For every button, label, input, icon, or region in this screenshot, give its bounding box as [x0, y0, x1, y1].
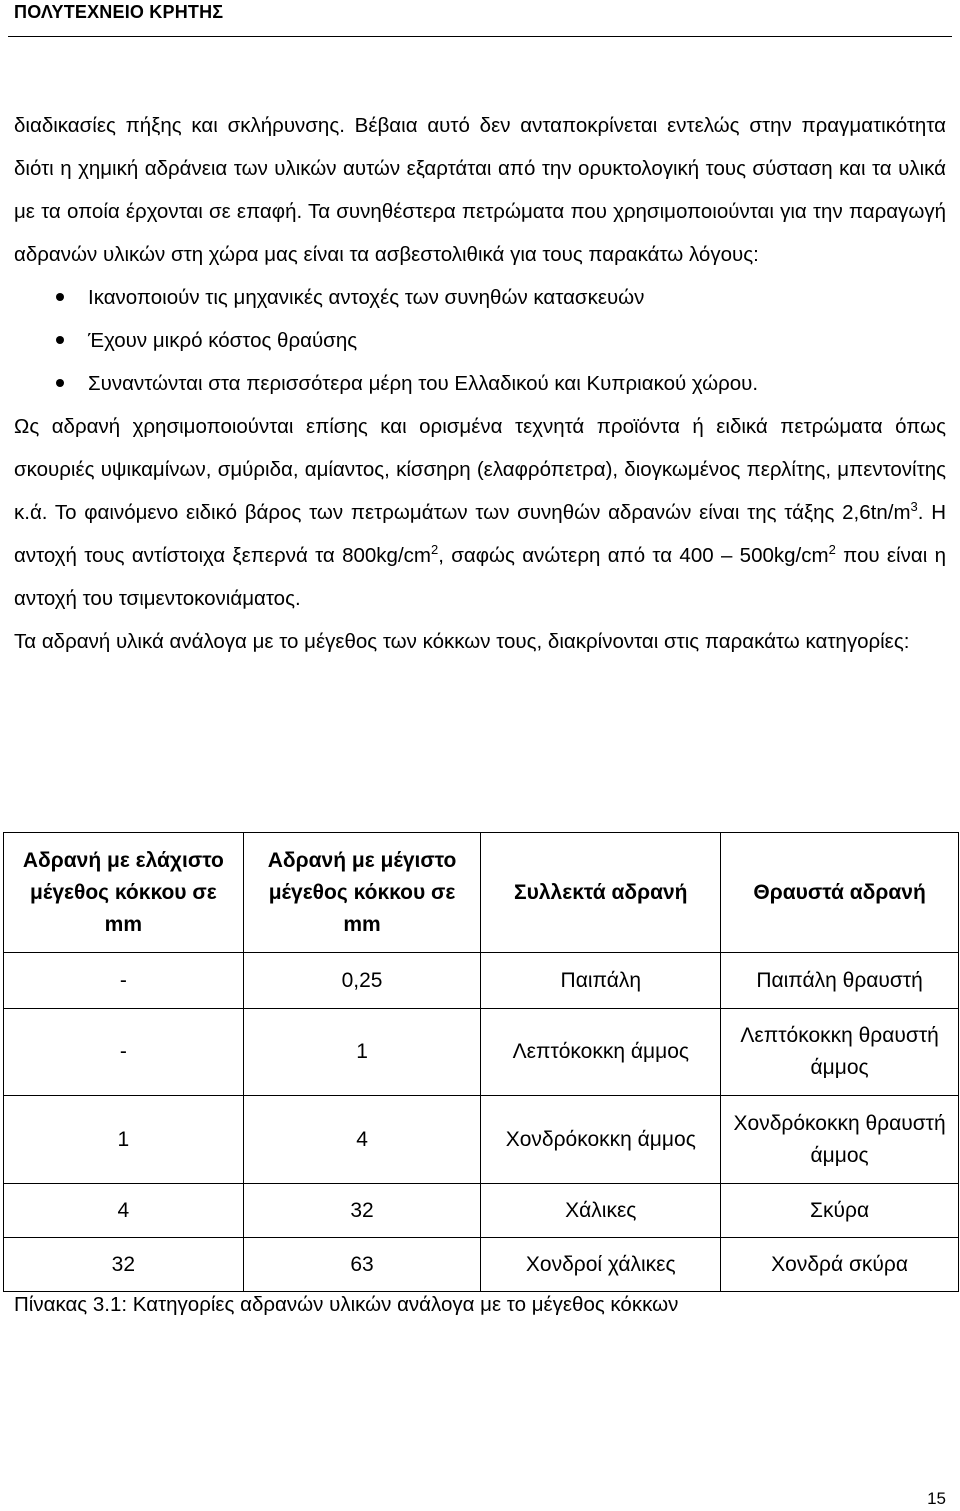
- table-cell: 4: [4, 1184, 244, 1238]
- list-item: [14, 276, 946, 319]
- header-title: ΠΟΛΥΤΕΧΝΕΙΟ ΚΡΗΤΗΣ: [14, 2, 224, 22]
- table-header-row: [4, 833, 959, 953]
- table-cell: 1: [4, 1096, 244, 1184]
- paragraph-2: [14, 405, 946, 620]
- table-cell: Χονδροί χάλικες: [481, 1238, 721, 1292]
- aggregates-table: [3, 832, 959, 1292]
- table-cell: -: [4, 953, 244, 1009]
- table-header-cell: Θραυστά αδρανή: [721, 833, 959, 953]
- superscript: 2: [828, 542, 836, 558]
- table-cell: 32: [243, 1184, 481, 1238]
- list-item-text: Συναντώνται στα περισσότερα μέρη του Ελλαδικού και Κυπριακού χώρου.: [88, 372, 759, 395]
- superscript: 3: [910, 499, 918, 515]
- table-row: [4, 953, 959, 1009]
- table-cell: Λεπτόκοκκη θραυστή άμμος: [721, 1009, 959, 1096]
- table-cell: Χονδρόκοκκη άμμος: [481, 1096, 721, 1184]
- table-caption: Πίνακας 3.1: Κατηγορίες αδρανών υλικών ανάλογα με το μέγεθος κόκκων: [14, 1293, 679, 1316]
- bullet-icon: [56, 379, 64, 387]
- paragraph-2-text: Ως αδρανή χρησιμοποιούνται επίσης και ορισμένα τεχνητά προϊόντα ή ειδικά πετρώματα όπως σκουριές υψικαμίνων, σμύριδα, αμίαντος, κίσσηρη (ελαφρόπετρα), διογκωμένος περλίτης, μπεντονίτης κ.ά. Το φαινόμενο ειδικό βάρος των πετρωμάτων των συνηθών αδρανών είναι της τάξης 2,6tn/m: [14, 415, 946, 524]
- table-header-cell: Συλλεκτά αδρανή: [481, 833, 721, 953]
- table-cell: 32: [4, 1238, 244, 1292]
- table-row: [4, 1009, 959, 1096]
- paragraph-2-text: που είναι η αντοχή του τσιμεντοκονιάματος.: [14, 544, 946, 610]
- table-cell: 0,25: [243, 953, 481, 1009]
- table-cell: 1: [243, 1009, 481, 1096]
- table-cell: Λεπτόκοκκη άμμος: [481, 1009, 721, 1096]
- table-cell: Σκύρα: [721, 1184, 959, 1238]
- table-cell: Χάλικες: [481, 1184, 721, 1238]
- paragraph-2-text: , σαφώς ανώτερη από τα 400 – 500kg/cm: [438, 544, 829, 567]
- paragraph-2-text: . Η αντοχή τους αντίστοιχα ξεπερνά τα 800kg/cm: [14, 501, 947, 567]
- table-cell: Χονδρόκοκκη θραυστή άμμος: [721, 1096, 959, 1184]
- page-header: [8, 0, 952, 37]
- table-cell: Χονδρά σκύρα: [721, 1238, 959, 1292]
- list-item: [14, 319, 946, 362]
- table-header-cell: Αδρανή με μέγιστο μέγεθος κόκκου σε mm: [243, 833, 481, 953]
- table-cell: Παιπάλη: [481, 953, 721, 1009]
- paragraph-3: Τα αδρανή υλικά ανάλογα με το μέγεθος των κόκκων τους, διακρίνονται στις παρακάτω κατηγορίες:: [14, 630, 910, 653]
- superscript: 2: [431, 542, 439, 558]
- list-item-text: Ικανοποιούν τις μηχανικές αντοχές των συνηθών κατασκευών: [88, 286, 645, 309]
- bullet-icon: [56, 293, 64, 301]
- table-row: [4, 1096, 959, 1184]
- table-cell: 4: [243, 1096, 481, 1184]
- page-number: 15: [927, 1489, 946, 1508]
- paragraph-1: διαδικασίες πήξης και σκλήρυνσης. Βέβαια αυτό δεν ανταποκρίνεται εντελώς στην πραγματικότητα διότι η χημική αδράνεια των υλικών αυτών εξαρτάται από την ορυκτολογική τους σύσταση και τα υλικά με τα οποία έρχονται σε επαφή. Τα συνηθέστερα πετρώματα που χρησιμοποιούνται για την παραγωγή αδρανών υλικών στη χώρα μας είναι τα ασβεστολιθικά για τους παρακάτω λόγους:: [14, 114, 946, 266]
- reasons-list: [14, 276, 946, 405]
- document-body: [14, 104, 946, 663]
- aggregates-table-wrapper: [3, 832, 959, 1292]
- list-item: [14, 362, 946, 405]
- table-header-cell: Αδρανή με ελάχιστο μέγεθος κόκκου σε mm: [4, 833, 244, 953]
- table-cell: Παιπάλη θραυστή: [721, 953, 959, 1009]
- table-cell: 63: [243, 1238, 481, 1292]
- bullet-icon: [56, 336, 64, 344]
- table-row: [4, 1184, 959, 1238]
- list-item-text: Έχουν μικρό κόστος θραύσης: [88, 329, 358, 352]
- table-row: [4, 1238, 959, 1292]
- table-cell: -: [4, 1009, 244, 1096]
